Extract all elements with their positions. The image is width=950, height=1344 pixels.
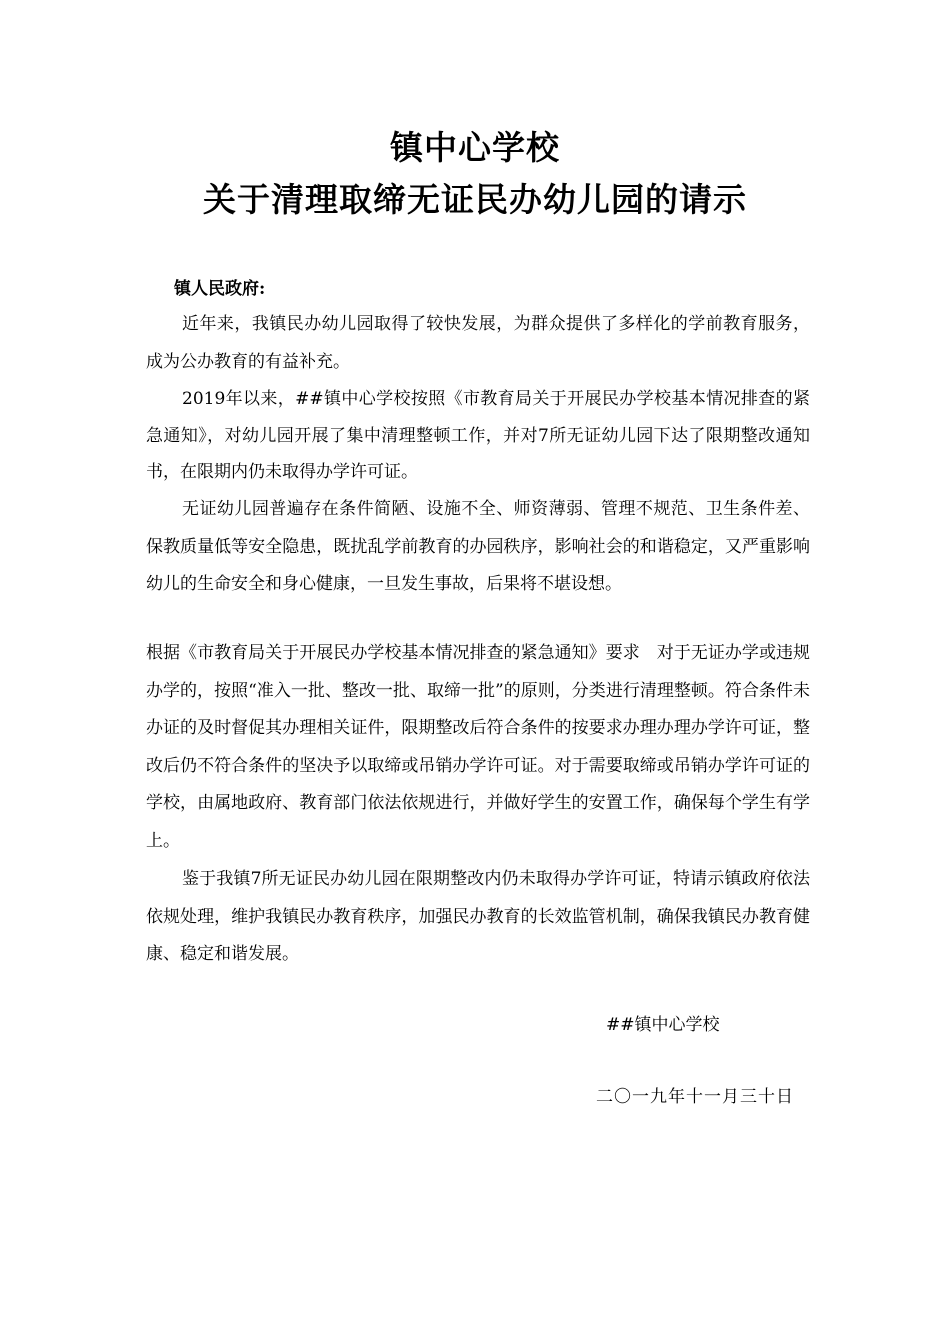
paragraph-intro: 近年来，我镇民办幼儿园取得了较快发展，为群众提供了多样化的学前教育服务，成为公办教育的有益补充。 xyxy=(146,314,810,372)
document-date: 二〇一九年十一月三十日 xyxy=(596,1087,794,1107)
document-title-line2: 关于清理取缔无证民办幼儿园的请示 xyxy=(203,180,747,219)
salutation: 镇人民政府: xyxy=(174,279,266,299)
paragraph-policy: 根据《市教育局关于开展民办学校基本情况排查的紧急通知》要求 对于无证办学或违规办学的，按照“准入一批、整改一批、取缔一批”的原则，分类进行清理整顿。符合条件未办证的及时督促其办理相关证件，限期整改后符合条件的按要求办理办理办学许可证，整改后仍不符合条件的坚决予以取缔或吊销办学许可证。对于需要取缔或吊销办学许可证的学校，由属地政府、教育部门依法依规进行，并做好学生的安置工作，确保每个学生有学上。 xyxy=(146,643,810,851)
paragraph-background: 2019年以来，##镇中心学校按照《市教育局关于开展民办学校基本情况排查的紧急通知》，对幼儿园开展了集中清理整顿工作，并对7所无证幼儿园下达了限期整改通知书，在限期内仍未取得办学许可证。 xyxy=(146,389,810,482)
paragraph-request: 鉴于我镇7所无证民办幼儿园在限期整改内仍未取得办学许可证，特请示镇政府依法依规处理，维护我镇民办教育秩序，加强民办教育的长效监管机制，确保我镇民办教育健康、稳定和谐发展。 xyxy=(146,869,810,964)
signature: ##镇中心学校 xyxy=(606,1015,720,1035)
document-title-line1: 镇中心学校 xyxy=(390,128,560,167)
paragraph-risks: 无证幼儿园普遍存在条件简陋、设施不全、师资薄弱、管理不规范、卫生条件差、保教质量低等安全隐患，既扰乱学前教育的办园秩序，影响社会的和谐稳定，又严重影响幼儿的生命安全和身心健康，一旦发生事故，后果将不堪设想。 xyxy=(146,499,810,594)
